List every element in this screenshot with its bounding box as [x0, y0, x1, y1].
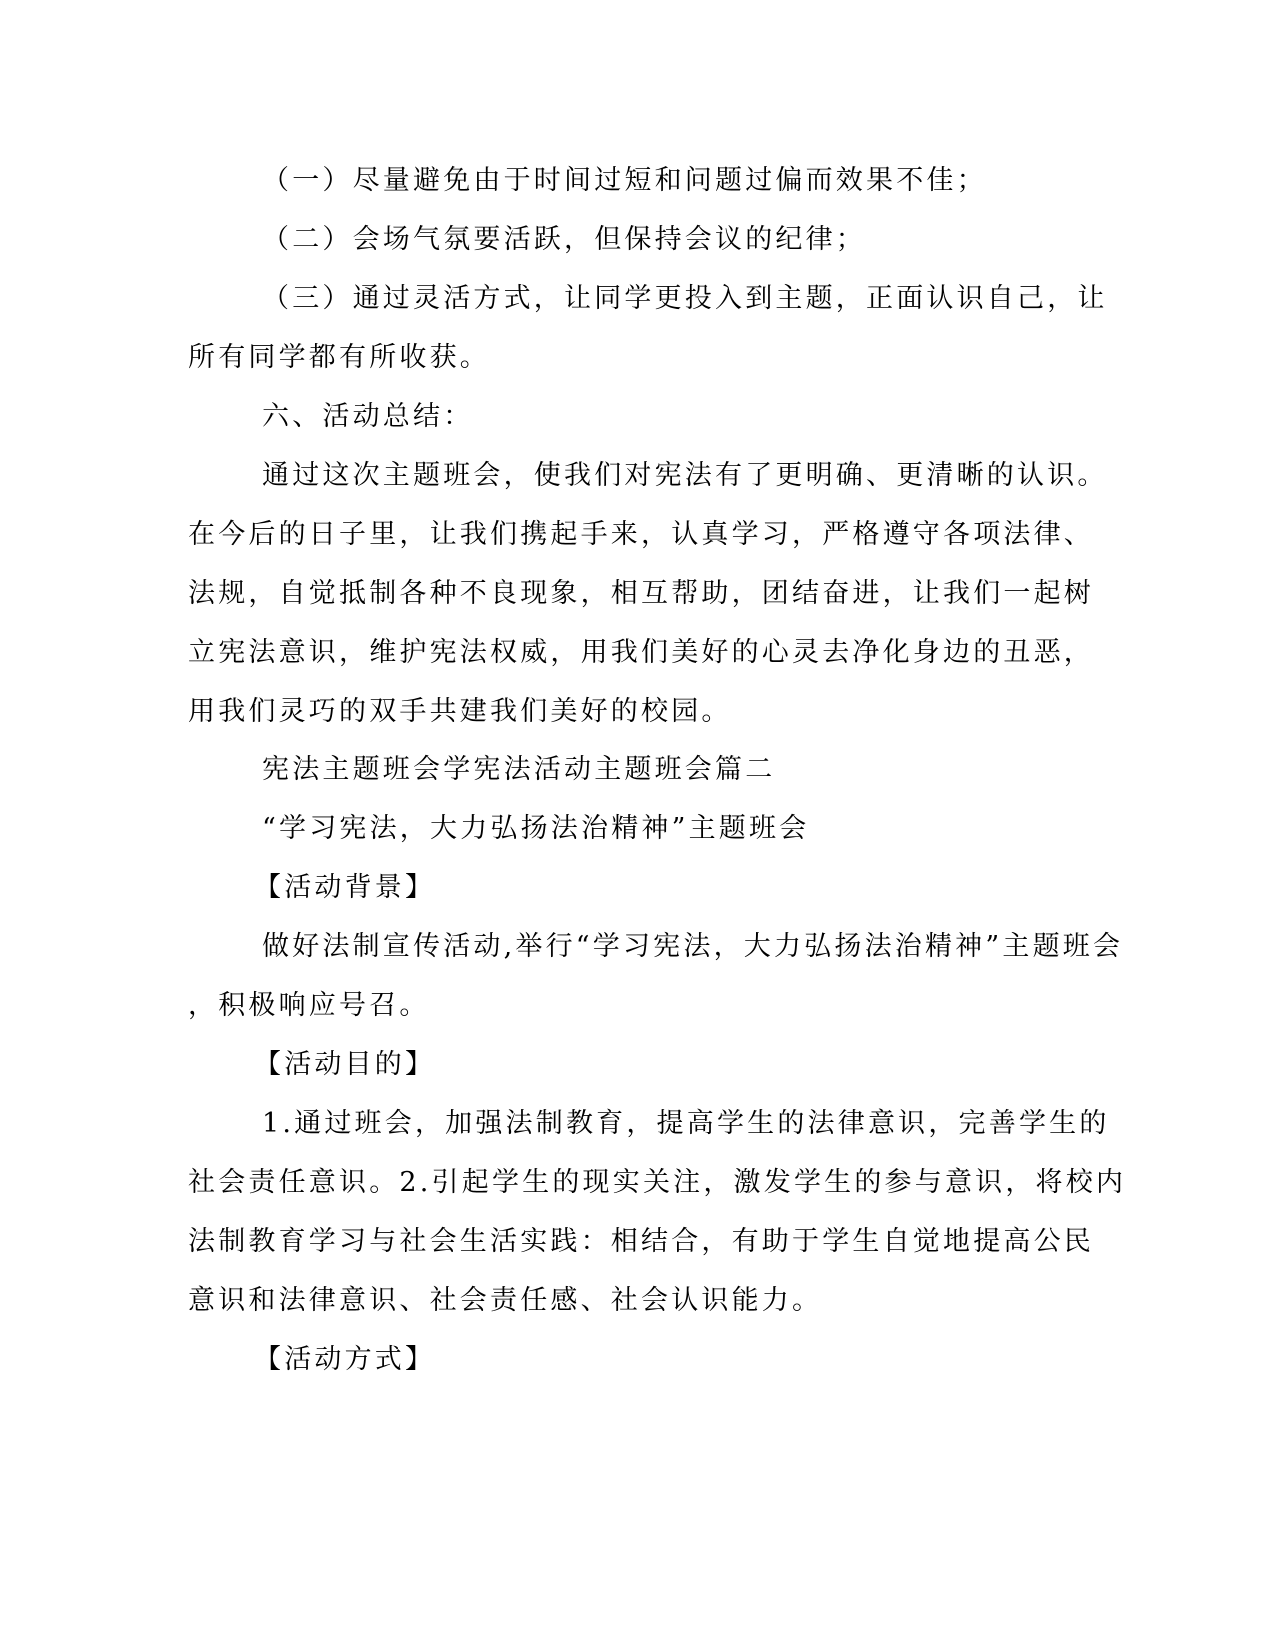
section-heading: 【活动目的】 [254, 1049, 436, 1080]
text-line: 用我们灵巧的双手共建我们美好的校园。 [188, 696, 732, 727]
text-line: 意识和法律意识、社会责任感、社会认识能力。 [188, 1285, 823, 1316]
text-line: 法制教育学习与社会生活实践：相结合，有助于学生自觉地提高公民 [188, 1226, 1094, 1257]
text-line: 1.通过班会，加强法制教育，提高学生的法律意识，完善学生的 [262, 1108, 1110, 1139]
article-title: 宪法主题班会学宪法活动主题班会篇二 [262, 754, 776, 785]
section-heading: 【活动方式】 [254, 1344, 436, 1375]
text-line: （二）会场气氛要活跃，但保持会议的纪律； [262, 224, 866, 255]
text-line: 做好法制宣传活动,举行“学习宪法，大力弘扬法治精神”主题班会 [262, 931, 1124, 962]
text-line: ，积极响应号召。 [188, 990, 430, 1021]
section-heading: 六、活动总结： [262, 401, 474, 432]
text-line: （三）通过灵活方式，让同学更投入到主题，正面认识自己，让 [262, 283, 1108, 314]
article-subtitle: “学习宪法，大力弘扬法治精神”主题班会 [262, 813, 810, 844]
text-line: 社会责任意识。2.引起学生的现实关注，激发学生的参与意识，将校内 [188, 1167, 1127, 1198]
section-heading: 【活动背景】 [254, 872, 436, 903]
text-line: 法规，自觉抵制各种不良现象，相互帮助，团结奋进，让我们一起树 [188, 578, 1094, 609]
text-line: （一）尽量避免由于时间过短和问题过偏而效果不佳； [262, 165, 987, 196]
text-line: 所有同学都有所收获。 [188, 342, 490, 373]
text-line: 立宪法意识，维护宪法权威，用我们美好的心灵去净化身边的丑恶， [188, 637, 1094, 668]
text-line: 在今后的日子里，让我们携起手来，认真学习，严格遵守各项法律、 [188, 519, 1094, 550]
text-line: 通过这次主题班会，使我们对宪法有了更明确、更清晰的认识。 [262, 460, 1108, 491]
